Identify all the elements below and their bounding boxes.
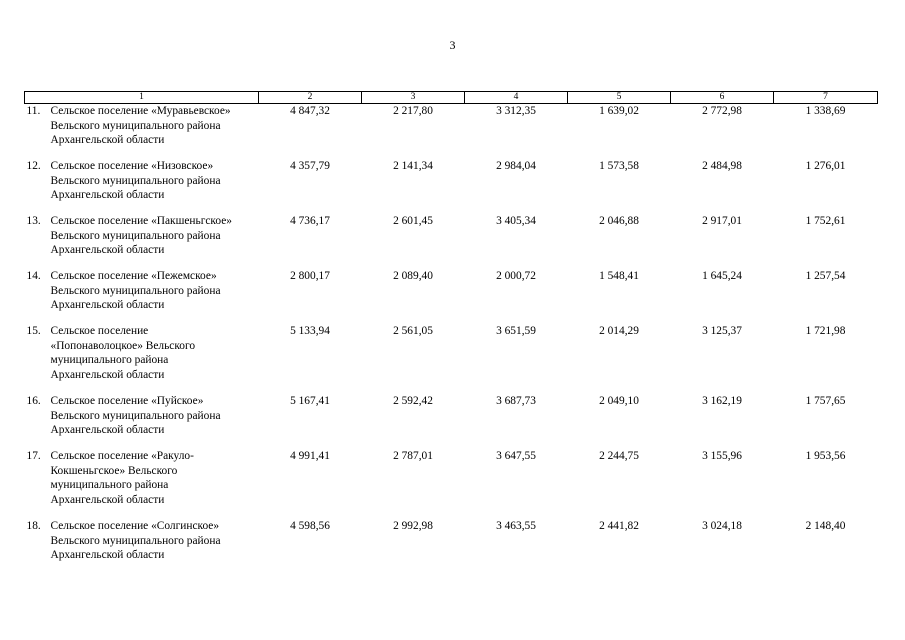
header-col-2: 2	[259, 92, 362, 104]
value-col-6: 3 155,96	[702, 450, 742, 462]
settlement-name: Сельское поселение «Муравьевское» Вельского муниципального района Архангельской области	[50, 105, 231, 147]
settlement-name: Сельское поселение «Солгинское» Вельского муниципального района Архангельской области	[50, 520, 221, 562]
value-col-3: 2 787,01	[393, 450, 433, 462]
settlement-cell	[25, 394, 259, 449]
settlement-cell	[25, 324, 259, 394]
header-col-6: 6	[671, 92, 774, 104]
value-col-2: 4 847,32	[290, 105, 330, 117]
row-number: 13.	[26, 215, 41, 227]
settlement-name: Сельское поселение «Попонаволоцкое» Вельского муниципального района Архангельской области	[50, 325, 196, 381]
value-col-3: 2 992,98	[393, 520, 433, 532]
settlement-name: Сельское поселение «Ракуло- Кокшеньгское» Вельского муниципального района Архангельской области	[50, 450, 194, 506]
table-row	[25, 324, 878, 394]
value-col-5: 2 014,29	[599, 325, 639, 337]
value-col-5: 1 548,41	[599, 270, 639, 282]
value-col-5: 2 049,10	[599, 395, 639, 407]
value-col-6: 3 162,19	[702, 395, 742, 407]
value-col-7: 1 757,65	[805, 395, 846, 407]
value-col-7: 1 276,01	[805, 160, 846, 172]
value-col-2: 4 991,41	[290, 450, 330, 462]
row-number: 17.	[26, 450, 41, 462]
value-col-2: 5 167,41	[290, 395, 330, 407]
header-col-3: 3	[362, 92, 465, 104]
value-col-4: 3 405,34	[496, 215, 536, 227]
settlement-name: Сельское поселение «Низовское» Вельского муниципального района Архангельской области	[50, 160, 221, 202]
settlement-cell	[25, 449, 259, 519]
settlement-cell	[25, 519, 259, 569]
header-col-4: 4	[465, 92, 568, 104]
value-col-3: 2 561,05	[393, 325, 433, 337]
table-row	[25, 104, 878, 160]
table-row	[25, 519, 878, 569]
table-header	[25, 92, 878, 104]
settlement-cell	[25, 159, 259, 214]
settlement-cell	[25, 104, 259, 160]
value-col-7: 1 953,56	[805, 450, 846, 462]
data-table	[24, 91, 878, 569]
value-col-2: 4 357,79	[290, 160, 330, 172]
value-col-7: 1 752,61	[805, 215, 846, 227]
settlement-cell	[25, 269, 259, 324]
value-col-6: 1 645,24	[702, 270, 742, 282]
value-col-4: 3 463,55	[496, 520, 536, 532]
table-row	[25, 449, 878, 519]
header-col-7: 7	[774, 92, 878, 104]
header-row	[25, 92, 878, 104]
value-col-4: 3 647,55	[496, 450, 536, 462]
value-col-4: 3 312,35	[496, 105, 536, 117]
value-col-5: 2 441,82	[599, 520, 639, 532]
value-col-6: 2 917,01	[702, 215, 742, 227]
table-body	[25, 104, 878, 570]
value-col-2: 4 598,56	[290, 520, 330, 532]
row-number: 12.	[26, 160, 41, 172]
value-col-3: 2 592,42	[393, 395, 433, 407]
settlement-name: Сельское поселение «Пакшеньгское» Вельского муниципального района Архангельской области	[50, 215, 232, 257]
table-row	[25, 159, 878, 214]
value-col-6: 3 024,18	[702, 520, 742, 532]
value-col-3: 2 089,40	[393, 270, 433, 282]
value-col-5: 1 639,02	[599, 105, 639, 117]
value-col-3: 2 217,80	[393, 105, 433, 117]
value-col-3: 2 601,45	[393, 215, 433, 227]
value-col-5: 2 046,88	[599, 215, 639, 227]
settlement-name: Сельское поселение «Пуйское» Вельского муниципального района Архангельской области	[50, 395, 221, 437]
value-col-2: 5 133,94	[290, 325, 330, 337]
row-number: 11.	[26, 105, 41, 117]
settlement-name: Сельское поселение «Пежемское» Вельского муниципального района Архангельской области	[50, 270, 221, 312]
table-row	[25, 269, 878, 324]
settlement-cell	[25, 214, 259, 269]
value-col-7: 1 721,98	[805, 325, 846, 337]
value-col-6: 2 484,98	[702, 160, 742, 172]
page-number: 3	[449, 38, 456, 52]
table-row	[25, 214, 878, 269]
row-number: 18.	[26, 520, 41, 532]
value-col-4: 3 651,59	[496, 325, 536, 337]
value-col-3: 2 141,34	[393, 160, 433, 172]
row-number: 14.	[26, 270, 41, 282]
header-col-5: 5	[568, 92, 671, 104]
value-col-4: 3 687,73	[496, 395, 536, 407]
row-number: 16.	[26, 395, 41, 407]
row-number: 15.	[26, 325, 41, 337]
value-col-2: 4 736,17	[290, 215, 330, 227]
table-row	[25, 394, 878, 449]
value-col-2: 2 800,17	[290, 270, 330, 282]
value-col-5: 1 573,58	[599, 160, 639, 172]
value-col-7: 1 257,54	[805, 270, 846, 282]
value-col-7: 2 148,40	[805, 520, 846, 532]
value-col-5: 2 244,75	[599, 450, 639, 462]
value-col-7: 1 338,69	[805, 105, 846, 117]
header-col-1: 1	[25, 92, 259, 104]
value-col-4: 2 984,04	[496, 160, 536, 172]
value-col-4: 2 000,72	[496, 270, 536, 282]
value-col-6: 2 772,98	[702, 105, 742, 117]
value-col-6: 3 125,37	[702, 325, 742, 337]
